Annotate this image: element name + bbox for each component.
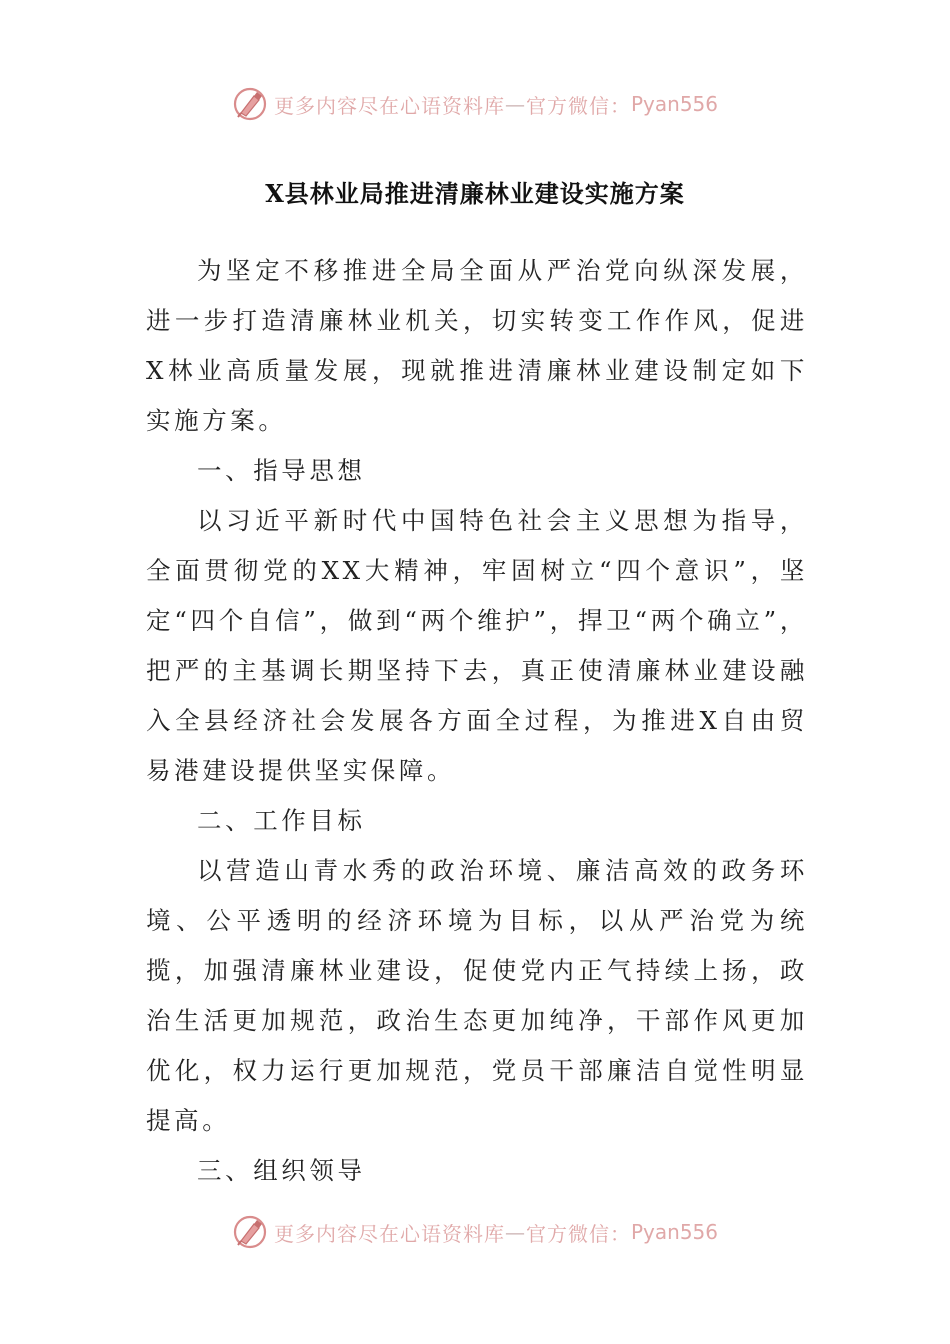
section-heading-work-goals: 二、工作目标 [197, 806, 366, 835]
header-watermark [0, 84, 950, 124]
pen-nib-circle-icon [232, 1214, 268, 1250]
section-heading-organization: 三、组织领导 [197, 1156, 366, 1185]
watermark-official-label: 官方微信： [525, 93, 631, 118]
watermark-official-label: 官方微信： [525, 1221, 631, 1246]
paragraph-guiding-thought: 以习近平新时代中国特色社会主义思想为指导，全面贯彻党的XX大精神，牢固树立“四个意识”，坚定“四个自信”，做到“两个维护”，捍卫“两个确立”，把严的主基调长期坚持下去，真正使清廉林业建设融入全县经济社会发展各方面全过程，为推进X自由贸易港建设提供坚实保障。 [146, 506, 808, 785]
watermark-account-id: Pyan556 [630, 1220, 718, 1244]
footer-watermark [0, 1212, 950, 1252]
pen-nib-circle-icon [232, 86, 268, 122]
watermark-brand-text: 更多内容尽在心语资料库 [273, 93, 505, 118]
section-heading-guiding-thought: 一、指导思想 [197, 456, 366, 485]
paragraph-work-goals: 以营造山青水秀的政治环境、廉洁高效的政务环境、公平透明的经济环境为目标，以从严治党为统揽，加强清廉林业建设，促使党内正气持续上扬，政治生活更加规范，政治生态更加纯净，干部作风更加优化，权力运行更加规范，党员干部廉洁自觉性明显提高。 [146, 856, 808, 1135]
watermark-brand-text: 更多内容尽在心语资料库 [273, 1221, 505, 1246]
watermark-separator: — [504, 1220, 526, 1244]
document-body [146, 246, 808, 1196]
document-title: X县林业局推进清廉林业建设实施方案 [265, 179, 685, 208]
watermark-account-id: Pyan556 [630, 92, 718, 116]
watermark-separator: — [504, 92, 526, 116]
paragraph-intro: 为坚定不移推进全局全面从严治党向纵深发展，进一步打造清廉林业机关，切实转变工作作风，促进X林业高质量发展，现就推进清廉林业建设制定如下实施方案。 [146, 256, 808, 435]
